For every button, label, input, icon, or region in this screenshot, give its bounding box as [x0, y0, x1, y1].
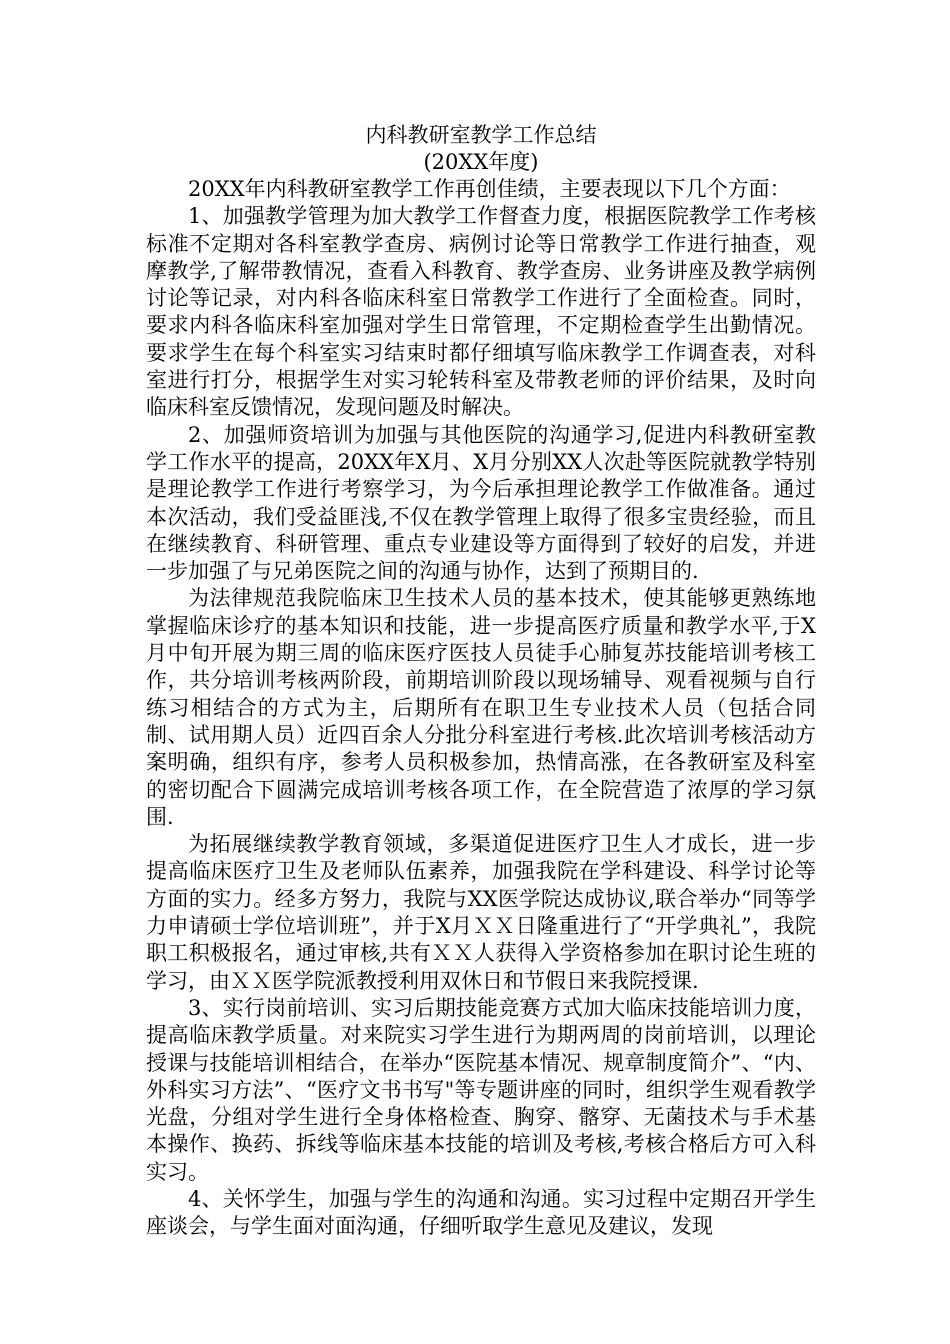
paragraph-pre-job-training: 3、实行岗前培训、实习后期技能竞赛方式加大临床技能培训力度，提高临床教学质量。对来院实习学生进行为期两周的岗前培训，以理论授课与技能培训相结合，在举办“医院基本情况、规章制度简介”、“内、外科实习方法”、“医疗文书书写"等专题讲座的同时，组织学生观看教学光盘，分组对学生进行全身体格检查、胸穿、髂穿、无菌技术与手术基本操作、换药、拆线等临床基本技能的培训及考核,考核合格后方可入科实习。: [146, 995, 816, 1184]
paragraph-faculty-training: 2、加强师资培训为加强与其他医院的沟通学习,促进内科教研室教学工作水平的提高，20XX年X月、X月分别XX人次赴等医院就教学特别是理论教学工作进行考察学习，为今后承担理论教学工作做准备。通过本次活动，我们受益匪浅,不仅在教学管理上取得了很多宝贵经验，而且在继续教育、科研管理、重点专业建设等方面得到了较好的启发，并进一步加强了与兄弟医院之间的沟通与协作，达到了预期目的.: [146, 422, 816, 584]
document-subtitle: (20XX年度): [423, 150, 539, 174]
paragraph-intro: 20XX年内科教研室教学工作再创佳绩，主要表现以下几个方面：: [188, 177, 791, 201]
paragraph-continuing-education: 为拓展继续教学教育领域，多渠道促进医疗卫生人才成长，进一步提高临床医疗卫生及老师队伍素养，加强我院在学科建设、科学讨论等方面的实力。经多方努力，我院与XX医学院达成协议,联合举办“同等学力申请硕士学位培训班”，并于X月ＸＸ日隆重进行了“开学典礼”，我院职工积极报名，通过审核,共有ＸＸ人获得入学资格参加在职讨论生班的学习，由ＸＸ医学院派教授利用双休日和节假日来我院授课.: [146, 832, 816, 993]
paragraph-student-care: 4、关怀学生，加强与学生的沟通和沟通。实习过程中定期召开学生座谈会，与学生面对面沟通，仔细听取学生意见及建议，发现: [146, 1186, 816, 1239]
document-title: 内科教研室教学工作总结: [365, 123, 597, 147]
paragraph-teaching-management: 1、加强教学管理为加大教学工作督查力度，根据医院教学工作考核标准不定期对各科室教学查房、病例讨论等日常教学工作进行抽查，观摩教学,了解带教情况，查看入科教育、教学查房、业务讲座及教学病例讨论等记录，对内科各临床科室日常教学工作进行了全面检查。同时，要求内科各临床科室加强对学生日常管理，不定期检查学生出勤情况。要求学生在每个科室实习结束时都仔细填写临床教学工作调查表，对科室进行打分，根据学生对实习轮转科室及带教老师的评价结果，及时向临床科室反馈情况，发现问题及时解决。: [146, 204, 816, 420]
document-body: [146, 122, 816, 1241]
paragraph-cpr-training: 为法律规范我院临床卫生技术人员的基本技术，使其能够更熟练地掌握临床诊疗的基本知识和技能，进一步提高医疗质量和教学水平,于X月中旬开展为期三周的临床医疗医技人员徒手心肺复苏技能培训考核工作，共分培训考核两阶段，前期培训阶段以现场辅导、观看视频与自行练习相结合的方式为主，后期所有在职卫生专业技术人员（包括合同制、试用期人员）近四百余人分批分科室进行考核.此次培训考核活动方案明确，组织有序，参考人员积极参加，热情高涨，在各教研室及科室的密切配合下圆满完成培训考核各项工作，在全院营造了浓厚的学习氛围.: [146, 586, 816, 829]
